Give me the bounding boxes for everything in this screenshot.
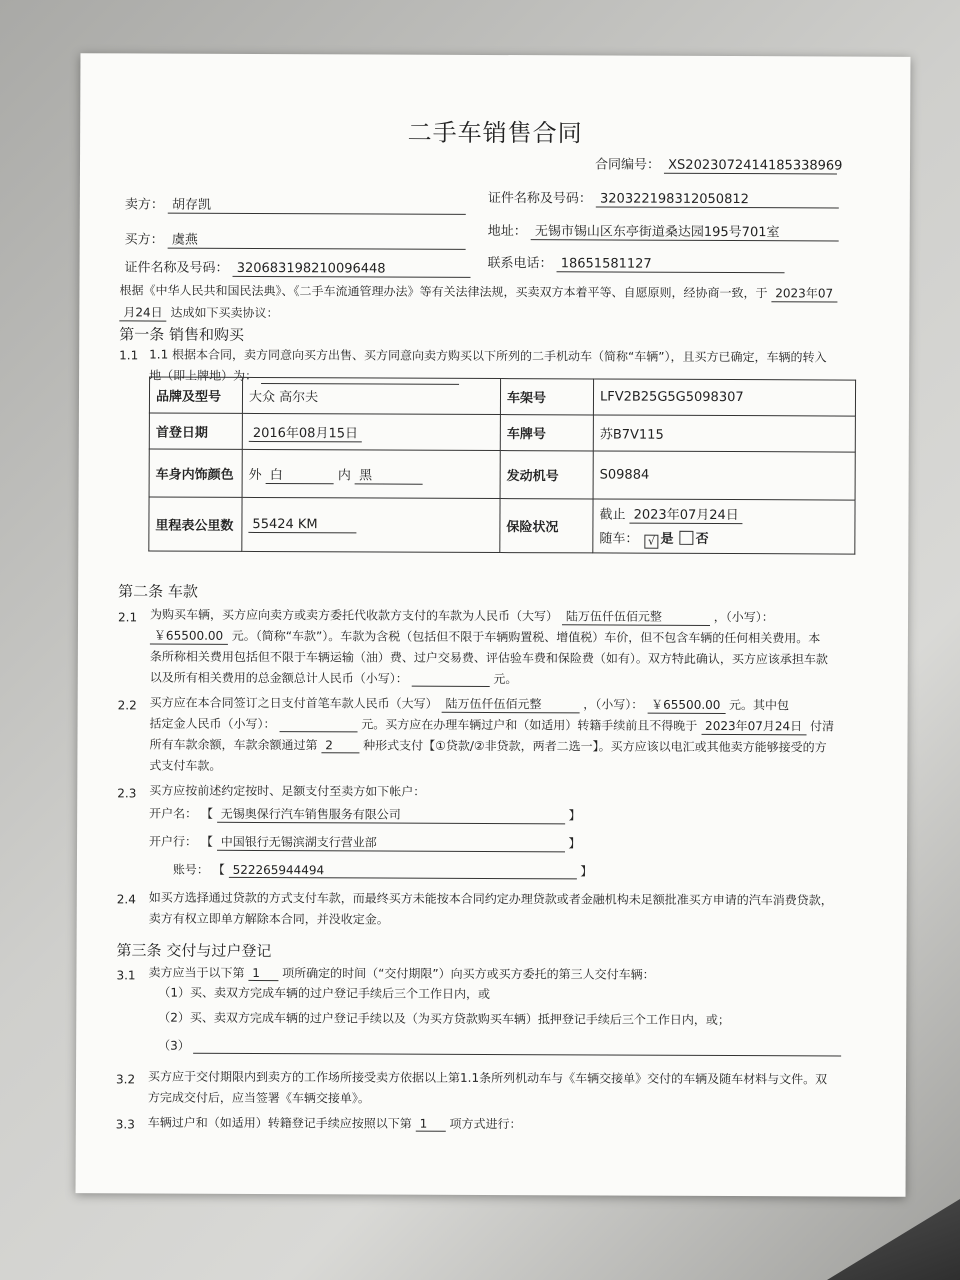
address-row: 地址： 无锡市锡山区东亭街道桑达园195号701室 [488, 220, 839, 242]
buyer-row: 买方： 虞燕 [125, 228, 466, 249]
clause-3-1-option-2: （2）买、卖双方完成车辆的过户登记手续以及（为买方贷款购买车辆）抵押登记手续后三个工作日内，或； [158, 1010, 730, 1028]
clause-2-1-line-c: 条所称相关费用包括但不限于车辆运输（油）费、过户交易费、评估验车费和保险费（如有）。双方特此确认，买方应该承担车款 [149, 649, 828, 667]
section-1-heading: 第一条 销售和购买 [119, 325, 245, 344]
clause-3-1-option-3: （3） [158, 1037, 842, 1057]
clause-2-1-line-d: 以及所有相关费用的总金额总计人民币（小写）： 元。 [149, 670, 518, 687]
intro-line-2: 月24日 达成如下买卖协议： [119, 303, 278, 322]
clause-2-2-line-b: 括定金人民币（小写）： 元。买方应在办理车辆过户和（如适用）转籍手续前且不得晚于 2023年07月24日 付清 [149, 716, 835, 734]
vehicle-reg-date: 2016年08月15日 [242, 413, 500, 450]
clause-3-1-option-1: （1）买、卖双方完成车辆的过户登记手续后三个工作日内，或 [158, 985, 491, 1001]
buyer-id-row: 证件名称及号码： 320683198210096448 [125, 256, 471, 278]
buyer-name: 虞燕 [168, 229, 466, 250]
account-name: 无锡奥保行汽车销售服务有限公司 [217, 805, 565, 825]
clause-2-1-line-a: 为购买车辆，买方应向卖方或卖方委托代收款方支付的车款为人民币（大写） 陆万伍仟伍佰元整 ，（小写）： [150, 607, 774, 625]
clause-3-3-num: 3.3 [115, 1117, 135, 1132]
buyer-id: 320683198210096448 [233, 261, 471, 278]
clause-2-4-line-b: 卖方有权立即单方解除本合同，并没收定金。 [148, 911, 389, 927]
seller-id: 320322198312050812 [596, 191, 839, 208]
clause-2-2-num: 2.2 [117, 698, 137, 713]
clause-3-2-line-a: 买方应于交付期限内到卖方的工作场所接受卖方依据以上第1.1条所列机动车与《车辆交接单》交付的车辆及随车材料与文件。双 [147, 1069, 828, 1087]
insurance-yes-checkbox[interactable]: √ [644, 535, 658, 549]
clause-3-1-num: 3.1 [116, 968, 136, 983]
clause-2-4-num: 2.4 [116, 892, 136, 907]
section-2-heading: 第二条 车款 [118, 582, 198, 601]
clause-2-1-num: 2.1 [117, 610, 138, 625]
contract-number-value: XS2023072414185338969 [664, 158, 837, 175]
vehicle-info-table: 品牌及型号 大众 高尔夫 车架号 LFV2B25G5G5098307 首登日期 2016年08月15日 车牌号 苏B7V115 车身内饰颜色 外 白 内 黑 发动机号 S09884 里程表公里数 55424 KM 保险状况 截止 2023年07月24日 随车： √ 是 否 [148, 376, 856, 554]
vehicle-vin: LFV2B25G5G5098307 [593, 379, 855, 416]
buyer-phone: 18651581127 [557, 256, 785, 273]
vehicle-insurance: 截止 2023年07月24日 随车： √ 是 否 [593, 499, 855, 554]
clause-2-4-line-a: 如买方选择通过贷款的方式支付车款，而最终买方未能按本合同约定办理贷款或者金融机构未足额批准买方申请的汽车消费贷款， [148, 890, 833, 908]
contract-number: 合同编号： XS2023072414185338969 [594, 157, 843, 174]
contract-paper [76, 53, 911, 1197]
vehicle-brand: 大众 高尔夫 [242, 377, 500, 414]
account-name-row: 开户名： 【 无锡奥保行汽车销售服务有限公司 】 [149, 806, 581, 823]
document-title: 二手车销售合同 [407, 118, 583, 148]
clause-3-2-line-b: 方完成交付后，应当签署《车辆交接单》。 [147, 1090, 370, 1106]
section-3-heading: 第三条 交付与过户登记 [116, 941, 272, 961]
bank-name: 中国银行无锡滨湖支行营业部 [217, 833, 565, 853]
seller-row: 卖方： 胡存凯 [125, 193, 466, 214]
clause-2-3-line-a: 买方应按前述约定按时、足额支付至卖方如下帐户： [149, 783, 426, 799]
clause-3-3-line-a: 车辆过户和（如适用）转籍登记手续应按照以下第 1 项方式进行： [147, 1115, 522, 1132]
clause-1-1-num: 1.1 [119, 348, 139, 363]
intro-line-1: 根据《中华人民共和国民法典》、《二手车流通管理办法》等有关法律法规，买卖双方本着平等、自愿原则，经协商一致，于 2023年07 [119, 281, 837, 302]
phone-row: 联系电话： 18651581127 [488, 252, 785, 273]
account-no-row: 账号： 【 522265944494 】 [172, 862, 593, 879]
seller-id-row: 证件名称及号码： 320322198312050812 [488, 187, 839, 209]
clause-1-1-line-b: 地（即上牌地）为： [149, 366, 459, 384]
seller-name: 胡存凯 [168, 194, 466, 215]
vehicle-mileage: 55424 KM [242, 497, 500, 552]
bank-row: 开户行： 【 中国银行无锡滨湖支行营业部 】 [149, 834, 581, 851]
vehicle-color: 外 白 内 黑 [242, 449, 500, 498]
account-number: 522265944494 [229, 863, 577, 880]
vehicle-engine-no: S09884 [593, 451, 855, 500]
clause-3-1-line-a: 卖方应当于以下第 1 项所确定的时间（“交付期限”）向买方或买方委托的第三人交付车辆： [148, 965, 655, 982]
vehicle-plate: 苏B7V115 [593, 415, 855, 452]
clause-3-2-num: 3.2 [115, 1072, 136, 1087]
clause-2-2-line-a: 买方应在本合同签订之日支付首笔车款人民币（大写） 陆万伍仟伍佰元整 ，（小写）： ￥65500.00 元。其中包 [149, 695, 790, 713]
clause-2-1-line-b: ￥65500.00 元。（简称“车款”）。车款为含税（包括但不限于车辆购置税、增值税）车价，但不包含车辆的任何相关费用。本 [150, 627, 820, 648]
buyer-address: 无锡市锡山区东亭街道桑达园195号701室 [531, 220, 839, 241]
clause-2-2-line-d: 式支付车款。 [149, 758, 222, 773]
insurance-no-checkbox[interactable] [680, 531, 694, 545]
clause-2-2-line-c: 所有车款余额，车款余额通过第 2 种形式支付【①贷款/②非贷款，两者二选一】。买方应该以电汇或其他卖方能够接受的方 [149, 737, 827, 755]
clause-2-3-num: 2.3 [117, 786, 137, 801]
desk-background [770, 1190, 960, 1280]
clause-1-1-line-a: 1.1 根据本合同，卖方同意向买方出售、买方同意向卖方购买以下所列的二手机动车（简称“车辆”），且买方已确定，车辆的转入 [149, 347, 827, 365]
